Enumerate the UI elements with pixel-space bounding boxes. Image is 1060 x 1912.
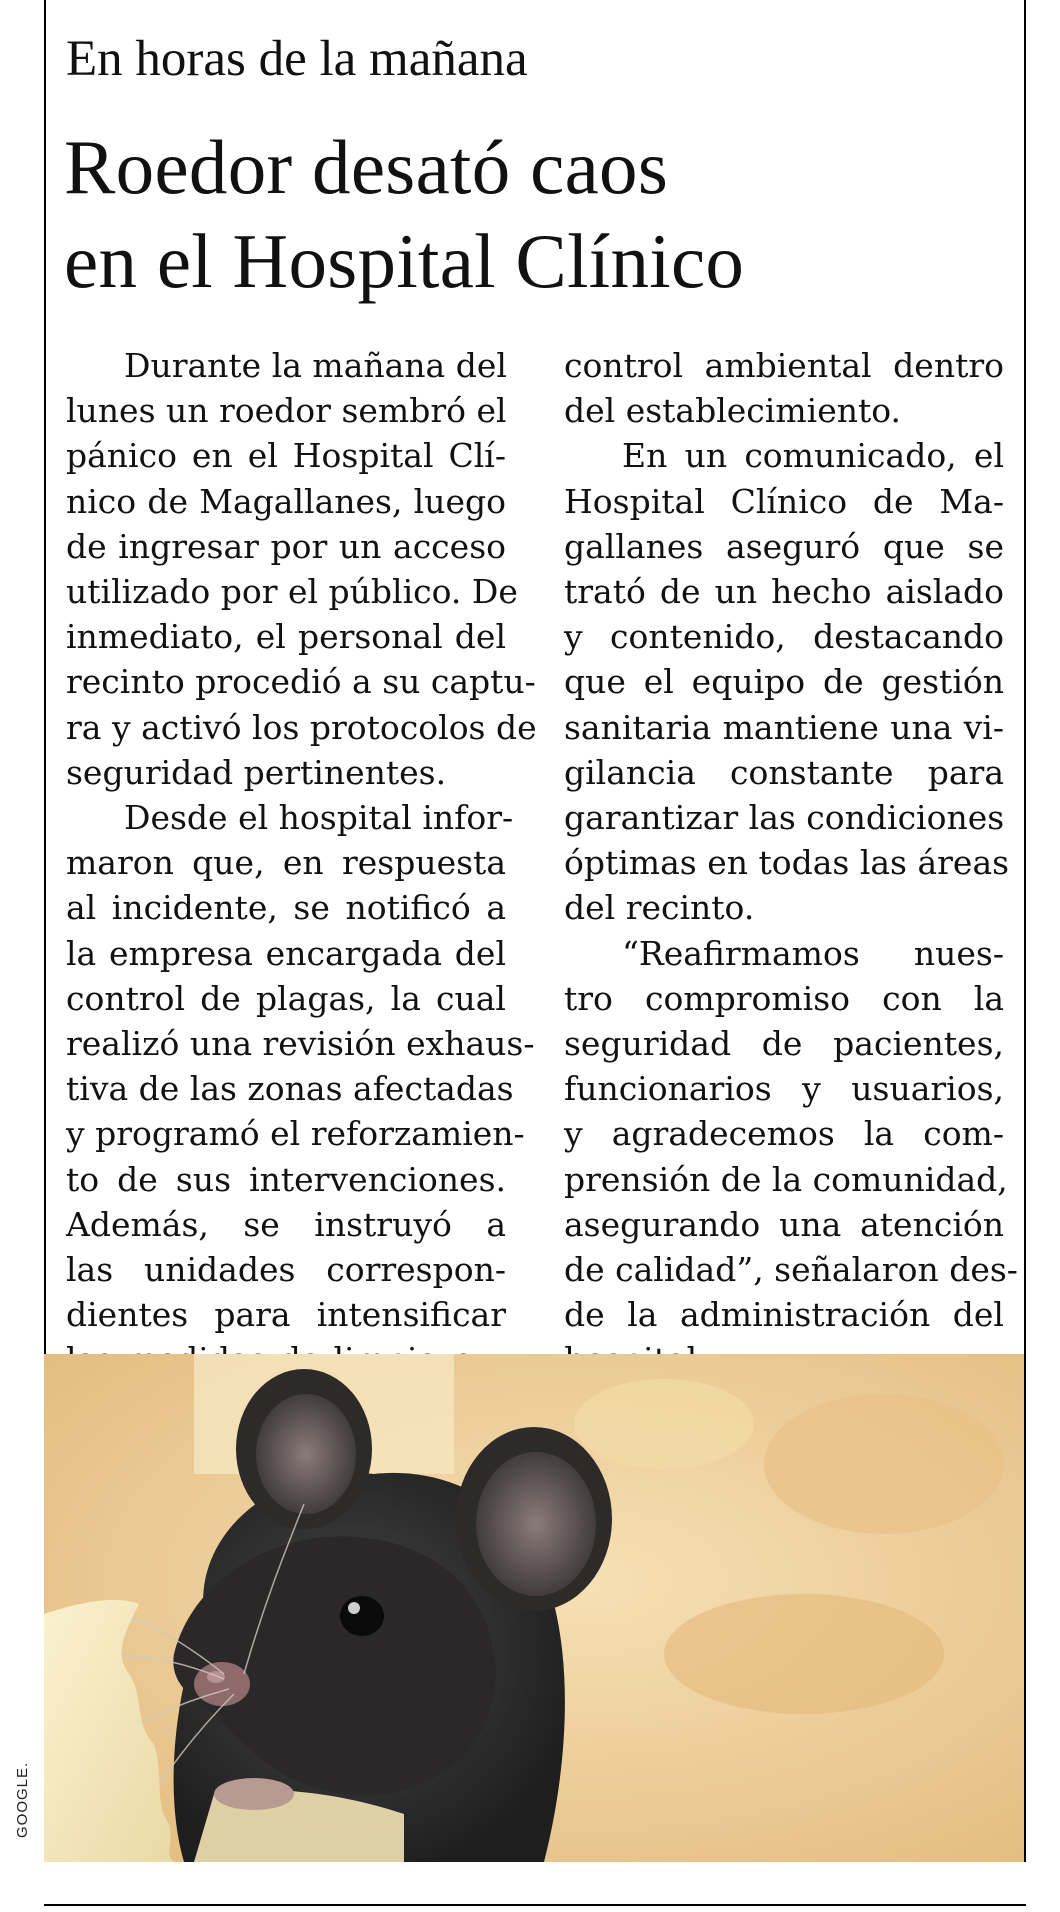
text-line: utilizado por el público. De — [66, 572, 518, 612]
text-line: gilancia constante para — [564, 752, 1004, 792]
text-line: maron que, en respuesta — [66, 843, 506, 883]
photo-credit: GOOGLE. — [14, 1761, 31, 1838]
text-line: la empresa encargada del — [66, 933, 506, 973]
bottom-rule — [44, 1904, 1026, 1906]
mouse-nose — [194, 1662, 250, 1706]
text-line: seguridad pertinentes. — [66, 752, 447, 792]
mouse-paw — [214, 1778, 294, 1810]
headline-line-2: en el Hospital Clínico — [64, 218, 745, 304]
eye-highlight — [348, 1602, 360, 1614]
text-line: que el equipo de gestión — [564, 662, 1004, 702]
text-line: to de sus intervenciones. — [66, 1159, 506, 1199]
text-line: dientes para intensificar — [66, 1295, 506, 1335]
text-line: nico de Magallanes, luego — [66, 481, 506, 521]
text-line: Hospital Clínico de Ma- — [564, 481, 1004, 521]
text-line: y programó el reforzamien- — [66, 1114, 525, 1154]
text-line: del recinto. — [564, 888, 755, 928]
text-line: prensión de la comunidad, — [564, 1159, 1008, 1199]
text-line: asegurando una atención — [564, 1204, 1004, 1244]
text-line: “Reafirmamos nues- — [622, 933, 1004, 973]
cheese-hole — [664, 1594, 944, 1714]
paragraph-1 — [66, 343, 537, 795]
paragraph-4 — [564, 931, 1018, 1383]
headline-line-1: Roedor desató caos — [64, 124, 669, 210]
text-line: Desde el hospital infor- — [124, 798, 514, 838]
text-line: gallanes aseguró que se — [564, 526, 1004, 566]
text-line: control de plagas, la cual — [66, 978, 506, 1018]
mouse-photo — [44, 1354, 1024, 1862]
text-line: tiva de las zonas afectadas — [66, 1069, 514, 1109]
mouse-illustration — [44, 1354, 1024, 1862]
cheese-hole — [764, 1394, 1004, 1534]
text-line: de calidad”, señalaron des- — [564, 1250, 1018, 1290]
text-line: realizó una revisión exhaus- — [66, 1024, 535, 1064]
text-line: al incidente, se notificó a — [66, 888, 506, 928]
paragraph-2-continued — [564, 343, 1004, 433]
article-kicker: En horas de la mañana — [66, 31, 528, 87]
paragraph-3 — [564, 433, 1010, 930]
article-headline — [64, 120, 744, 308]
text-line: Además, se instruyó a — [66, 1204, 506, 1244]
text-line: tro compromiso con la — [564, 978, 1004, 1018]
text-line: de ingresar por un acceso — [66, 526, 506, 566]
text-line: y agradecemos la com- — [564, 1114, 1004, 1154]
text-line: trató de un hecho aislado — [564, 572, 1004, 612]
text-line: las unidades correspon- — [66, 1250, 506, 1290]
article-column-right — [564, 343, 1018, 1383]
text-line: lunes un roedor sembró el — [66, 391, 507, 431]
text-line: Durante la mañana del — [124, 346, 507, 385]
text-line: garantizar las condiciones — [564, 798, 1005, 838]
text-line: control ambiental dentro — [564, 346, 1004, 385]
article-column-left — [66, 343, 537, 1383]
text-line: y contenido, destacando — [564, 617, 1004, 657]
text-line: del establecimiento. — [564, 391, 902, 431]
text-line: seguridad de pacientes, — [564, 1024, 1004, 1064]
text-line: ra y activó los protocolos de — [66, 707, 537, 747]
mouse-eye — [340, 1596, 384, 1636]
text-line: pánico en el Hospital Clí- — [66, 436, 506, 476]
mouse-ear-left-inner — [256, 1394, 356, 1514]
text-line: sanitaria mantiene una vi- — [564, 707, 1004, 747]
text-line: En un comunicado, el — [622, 436, 1004, 476]
text-line: óptimas en todas las áreas — [564, 843, 1010, 883]
text-line: de la administración del — [564, 1295, 1004, 1335]
mouse-ear-right-inner — [476, 1452, 596, 1596]
text-line: inmediato, el personal del — [66, 617, 506, 657]
text-line: recinto procedió a su captu- — [66, 662, 536, 702]
cheese-hole — [574, 1379, 754, 1469]
text-line: funcionarios y usuarios, — [564, 1069, 1004, 1109]
paragraph-2 — [66, 795, 535, 1383]
